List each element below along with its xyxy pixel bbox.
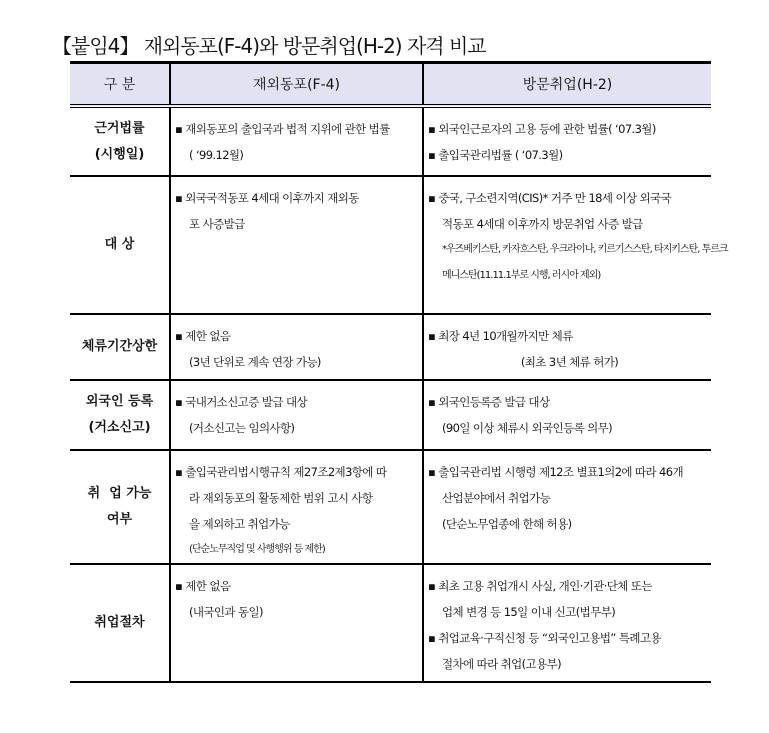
row-category: [70, 450, 170, 564]
category-label: 체류기간상한: [81, 339, 158, 354]
f4-cell: [170, 380, 423, 450]
h2-cell: [423, 176, 728, 314]
cell-text: 라 재외동포의 활동제한 범위 고시 사항: [189, 491, 373, 505]
f4-cell: [170, 106, 423, 176]
comparison-table: [70, 61, 728, 683]
cell-text: ▪ 출입국관리법률 ( ‘07.3월): [428, 148, 563, 162]
category-label: 근거법률: [94, 120, 145, 136]
cell-text: (거소신고는 임의사항): [189, 421, 295, 435]
header-f4: 재외동포(F-4): [170, 63, 423, 107]
table-row: [70, 564, 711, 682]
cell-text: 업체 변경 등 15일 이내 신고(법무부): [442, 605, 616, 619]
cell-text: ▪ 외국국적동포 4세대 이후까지 재외동: [175, 191, 359, 205]
category-label: (거소신고): [88, 420, 151, 435]
table-row: [70, 450, 711, 564]
table-row: [70, 380, 711, 450]
cell-text: ▪ 취업교육·구직신청 등 “외국인고용법” 특례고용: [428, 631, 661, 645]
cell-text: ▪ 제한 없음: [175, 579, 231, 593]
h2-cell: [423, 106, 711, 176]
category-label: 취 업 가능: [87, 486, 152, 501]
cell-text: 을 제외하고 취업가능: [189, 517, 290, 531]
f4-cell: [170, 176, 423, 314]
cell-text: ▪ 제한 없음: [175, 329, 231, 343]
header-h2: 방문취업(H-2): [423, 63, 711, 107]
cell-text: ▪ 외국인등록증 발급 대상: [428, 395, 550, 409]
row-category: [70, 106, 170, 176]
cell-text: (최초 3년 체류 허가): [520, 355, 619, 369]
cell-text: ( ‘99.12월): [189, 148, 244, 162]
f4-cell: [170, 564, 423, 682]
table-row: [70, 176, 711, 314]
cell-text: 산업분야에서 취업가능: [442, 491, 551, 505]
cell-text: *우즈베키스탄, 카자흐스탄, 우크라이나, 키르기스스탄, 타지키스탄, 투르크: [442, 244, 728, 255]
f4-cell: [170, 314, 423, 380]
row-category: [70, 380, 170, 450]
header-category: 구 분: [70, 63, 170, 107]
category-label: (시행일): [94, 146, 145, 162]
cell-text: 적동포 4세대 이후까지 방문취업 사증 발급: [442, 217, 643, 231]
cell-text: 포 사증발급: [189, 217, 245, 231]
row-category: [70, 176, 170, 314]
h2-cell: [423, 450, 711, 564]
document-title: 【붙임4】 재외동포(F-4)와 방문취업(H-2) 자격 비교: [52, 34, 486, 58]
header-row: [70, 63, 711, 107]
category-label: 여부: [106, 512, 133, 527]
cell-text: ▪ 국내거소신고증 발급 대상: [175, 395, 307, 409]
category-label: 대 상: [104, 237, 135, 252]
cell-text: (내국인과 동일): [189, 605, 263, 619]
category-label: 외국인 등록: [85, 394, 154, 409]
cell-text: ▪ 재외동포의 출입국과 법적 지위에 관한 법률: [175, 122, 390, 136]
cell-text: (단순노무직업 및 사행행위 등 제한): [189, 544, 325, 555]
category-label: 취업절차: [94, 615, 145, 630]
cell-text: ▪ 외국인근로자의 고용 등에 관한 법률( ‘07.3월): [428, 122, 656, 136]
cell-text: 메니스탄(11.11.1부로 시행, 러시아 제외): [442, 270, 601, 281]
cell-text: (3년 단위로 계속 연장 가능): [189, 355, 321, 369]
cell-text: 절차에 따라 취업(고용부): [442, 657, 561, 671]
cell-text: ▪ 최장 4년 10개월까지만 체류: [428, 329, 573, 343]
cell-text: (단순노무업종에 한해 허용): [442, 517, 572, 531]
cell-text: ▪ 최초 고용 취업개시 사실, 개인·기관·단체 또는: [428, 579, 652, 593]
cell-text: ▪ 중국, 구소련지역(CIS)* 거주 만 18세 이상 외국국: [428, 191, 672, 205]
cell-text: ▪ 출입국관리법 시행령 제12조 별표1의2에 따라 46개: [428, 465, 683, 479]
h2-cell: [423, 564, 711, 682]
cell-text: (90일 이상 체류시 외국인등록 의무): [442, 421, 613, 435]
h2-cell: [423, 314, 711, 380]
f4-cell: [170, 450, 423, 564]
row-category: [70, 314, 170, 380]
row-category: [70, 564, 170, 682]
table-row: [70, 106, 711, 176]
h2-cell: [423, 380, 711, 450]
cell-text: ▪ 출입국관리법시행규칙 제27조2제3항에 따: [175, 465, 387, 479]
table-row: [70, 314, 711, 380]
